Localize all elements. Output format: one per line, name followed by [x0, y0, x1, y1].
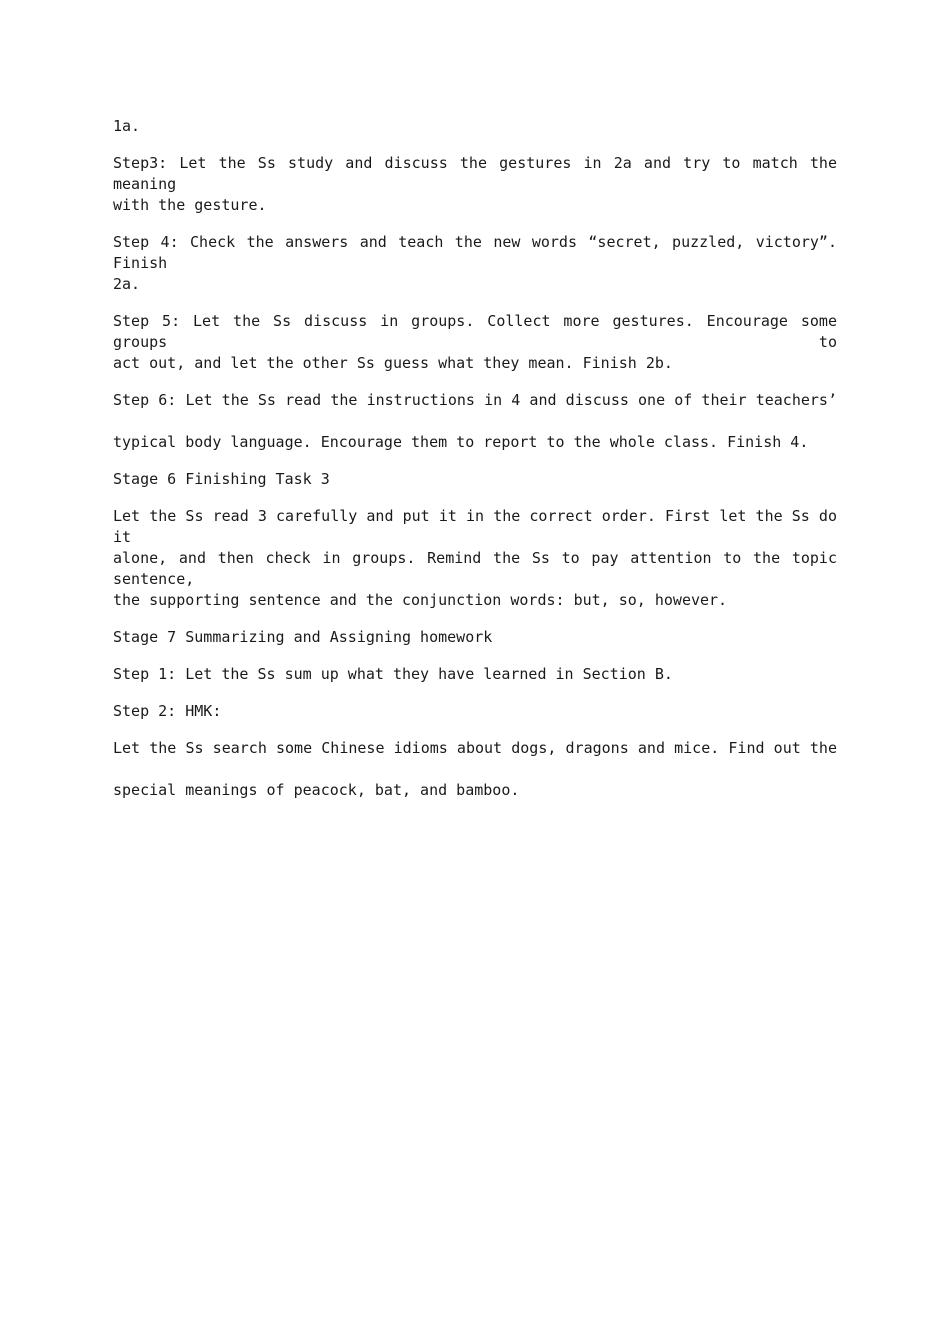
- text-line: 2a.: [113, 275, 141, 293]
- text-line: Step 1: Let the Ss sum up what they have learned in Section B.: [113, 665, 673, 683]
- text-line: typical body language. Encourage them to report to the whole class. Finish 4.: [113, 433, 809, 451]
- text-line: act out, and let the other Ss guess what they mean. Finish 2b.: [113, 354, 673, 372]
- text-line: Let the Ss search some Chinese idioms about dogs, dragons and mice. Find out the: [113, 739, 837, 757]
- text-line: 1a.: [113, 117, 141, 135]
- section-heading: Stage 6 Finishing Task 3: [113, 470, 330, 488]
- text-line: with the gesture.: [113, 196, 267, 214]
- text-line: the supporting sentence and the conjunction words: but, so, however.: [113, 591, 728, 609]
- text-line: Step 5: Let the Ss discuss in groups. Collect more gestures. Encourage some groups to: [113, 312, 837, 351]
- text-line: Step 4: Check the answers and teach the new words “secret, puzzled, victory”. Finish: [113, 233, 837, 272]
- section-heading: Stage 7 Summarizing and Assigning homework: [113, 628, 493, 646]
- document-page: [113, 116, 837, 801]
- text-line: Step3: Let the Ss study and discuss the gestures in 2a and try to match the meaning: [113, 154, 837, 193]
- text-line: Step 6: Let the Ss read the instructions in 4 and discuss one of their teachers’: [113, 391, 837, 409]
- text-line: alone, and then check in groups. Remind the Ss to pay attention to the topic sentence,: [113, 549, 837, 588]
- text-line: Step 2: HMK:: [113, 702, 222, 720]
- text-line: Let the Ss read 3 carefully and put it in the correct order. First let the Ss do it: [113, 507, 837, 546]
- text-line: special meanings of peacock, bat, and bamboo.: [113, 781, 520, 799]
